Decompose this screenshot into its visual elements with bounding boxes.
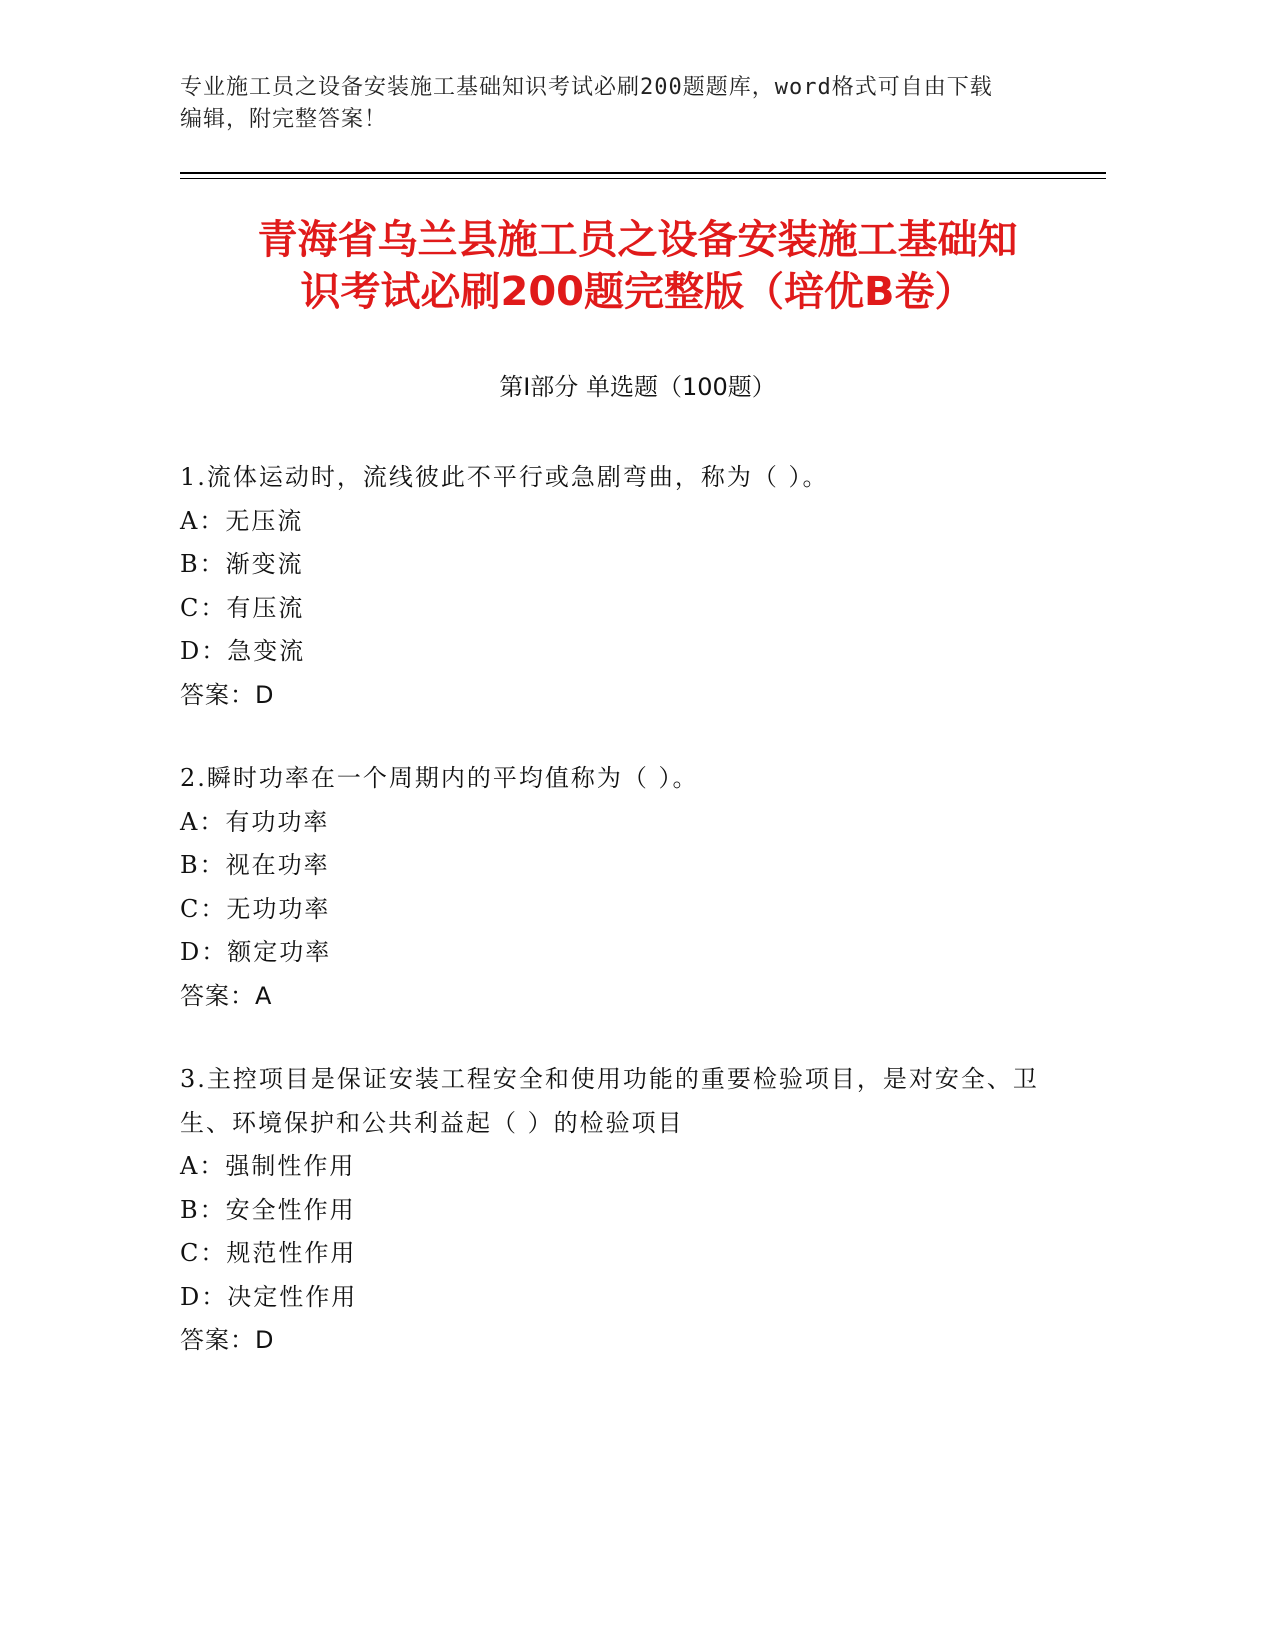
question-list bbox=[180, 456, 1060, 1403]
option-c: C：有压流 bbox=[180, 593, 305, 622]
answer-line: 答案：A bbox=[180, 981, 273, 1010]
option-d: D：急变流 bbox=[180, 637, 306, 665]
document-title-line-2: 识考试必刷200题完整版（培优B卷） bbox=[300, 269, 975, 315]
option-b: B：安全性作用 bbox=[180, 1195, 356, 1224]
option-c: C：规范性作用 bbox=[180, 1239, 357, 1267]
question-stem: 2.瞬时功率在一个周期内的平均值称为（ ）。 bbox=[180, 764, 699, 792]
option-a: A：有功功率 bbox=[180, 807, 330, 836]
question-item bbox=[180, 757, 1060, 1018]
header-note-line-1: 专业施工员之设备安装施工基础知识考试必刷200题题库，word格式可自由下载 bbox=[180, 75, 993, 100]
option-d: D：决定性作用 bbox=[180, 1282, 358, 1311]
option-b: B：渐变流 bbox=[180, 550, 304, 578]
option-c: C：无功功率 bbox=[180, 894, 331, 923]
question-item bbox=[180, 456, 1060, 717]
document-title-line-1: 青海省乌兰县施工员之设备安装施工基础知 bbox=[257, 217, 1018, 263]
question-stem: 3.主控项目是保证安装工程安全和使用功能的重要检验项目，是对安全、卫生、环境保护和公共利益起（ ）的检验项目 bbox=[180, 1065, 1039, 1137]
option-a: A：强制性作用 bbox=[180, 1152, 356, 1180]
answer-line: 答案：D bbox=[180, 680, 275, 709]
question-item bbox=[180, 1058, 1060, 1363]
option-a: A：无压流 bbox=[180, 506, 304, 535]
header-divider-thin bbox=[180, 178, 1106, 179]
header-note-line-2: 编辑，附完整答案！ bbox=[180, 107, 388, 132]
header-divider-thick bbox=[180, 172, 1106, 174]
question-stem: 1.流体运动时，流线彼此不平行或急剧弯曲，称为（ ）。 bbox=[180, 463, 829, 491]
option-d: D：额定功率 bbox=[180, 938, 332, 966]
answer-line: 答案：D bbox=[180, 1326, 275, 1354]
header-note bbox=[180, 72, 1080, 136]
document-title bbox=[150, 214, 1125, 318]
option-b: B：视在功率 bbox=[180, 851, 330, 879]
section-heading: 第Ⅰ部分 单选题（100题） bbox=[499, 373, 776, 401]
